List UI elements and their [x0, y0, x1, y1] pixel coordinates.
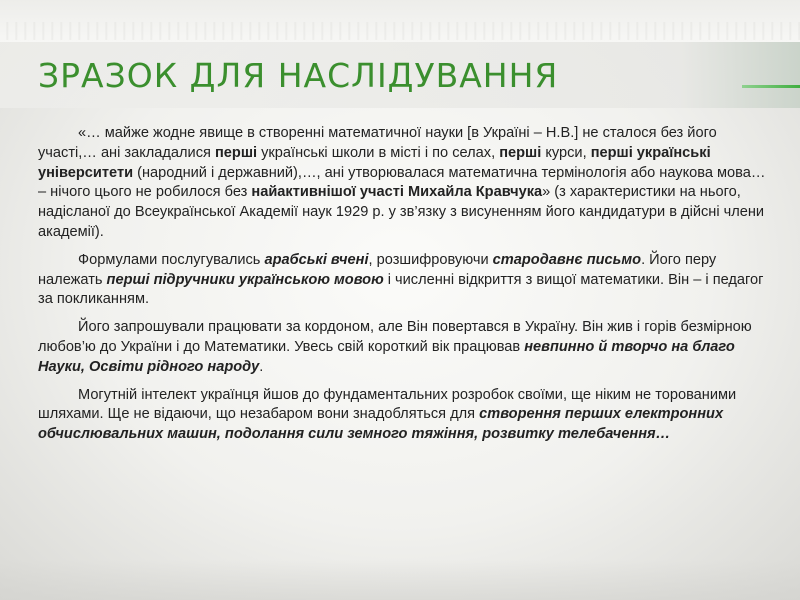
paragraph-quote: [38, 124, 769, 243]
paragraph-intellect: [38, 386, 769, 445]
decor-stripes: [0, 22, 800, 40]
bold-italic-run: невпинно й творчо на благо Науки, Освіти рідного народу: [38, 338, 735, 375]
text-run: і численні відкриття з вищої математики. Він – і педагог за покликанням.: [38, 271, 764, 308]
bold-italic-run: стародавнє письмо: [492, 251, 642, 268]
text-run: «… майже жодне явище в створенні математичної науки [в Україні – Н.В.] не сталося без його участі,… ані закладалися: [38, 125, 717, 161]
text-run: Могутній інтелект українця йшов до фундаментальних розробок своїми, ще ніким не торованими шляхами. Ще не відаючи, що незабаром вони знадобляться для: [38, 386, 737, 423]
text-run: українські школи в місті і по селах,: [257, 144, 500, 161]
bold-run: найактивнішої участі Михайла Кравчука: [251, 184, 543, 201]
bottom-shade: [0, 560, 800, 600]
text-run: . Його перу належать: [38, 251, 717, 288]
text-run: Формулами послугувались: [78, 251, 265, 268]
paragraph-formulas: [38, 251, 769, 310]
text-run: курси,: [541, 144, 591, 161]
bold-italic-run: арабські вчені: [264, 251, 369, 268]
slide-body: [38, 124, 769, 453]
bold-italic-run: створення перших електронних обчислювальних машин, подолання сили земного тяжіння, розвитку телебачення…: [38, 406, 724, 443]
text-run: » (з характеристики на нього, надісланої до Всеукраїнської Академії наук 1929 р. у зв’язку з висуненням його кандидатури в дійсні члени академії).: [38, 184, 765, 240]
paragraph-invitation: [38, 318, 769, 377]
text-run: , розшифровуючи: [368, 251, 493, 268]
text-run: (народний і державний),…, ані утворювалася математична термінологія або наукова мова… – нічого цього не робилося без: [38, 164, 766, 201]
accent-strip: [742, 85, 800, 88]
slide-title: ЗРАЗОК ДЛЯ НАСЛІДУВАННЯ: [38, 56, 559, 95]
text-run: .: [259, 358, 264, 375]
bold-run: перші українські університети: [38, 144, 711, 181]
bold-run: перші: [214, 144, 258, 161]
bold-run: перші: [499, 144, 542, 161]
text-run: Його запрошували працювати за кордоном, але Він повертався в Україну. Він жив і горів безмірною любов’ю до України і до Математики. Увесь свій короткий вік працював: [38, 319, 752, 355]
bold-italic-run: перші підручники українською мовою: [106, 271, 384, 288]
